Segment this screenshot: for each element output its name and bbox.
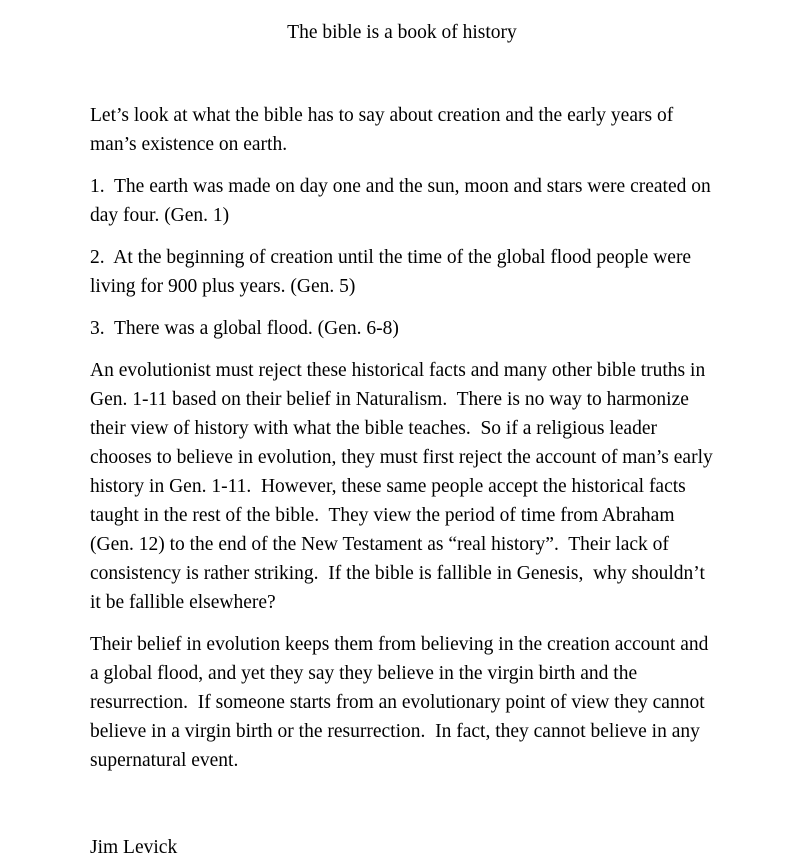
document-title: The bible is a book of history <box>287 22 517 43</box>
paragraph-point-2: 2. At the beginning of creation until the time of the global flood people were living for 900 plus years. (Gen. 5) <box>90 247 696 297</box>
paragraph-point-3: 3. There was a global flood. (Gen. 6-8) <box>90 318 399 339</box>
paragraph-belief: Their belief in evolution keeps them from believing in the creation account and a global flood, and yet they say they believe in the virgin birth and the resurrection. If someone starts from an evolutionary point of view they cannot believe in a virgin birth or the resurrection. In fact, they cannot believe in any supernatural event. <box>90 634 714 771</box>
paragraph-intro: Let’s look at what the bible has to say about creation and the early years of man’s existence on earth. <box>90 105 679 155</box>
paragraph-evolutionist: An evolutionist must reject these historical facts and many other bible truths in Gen. 1-11 based on their belief in Naturalism. There is no way to harmonize their view of history with what the bible teaches. So if a religious leader chooses to believe in evolution, they must first reject the account of man’s early history in Gen. 1-11. However, these same people accept the historical facts taught in the rest of the bible. They view the period of time from Abraham (Gen. 12) to the end of the New Testament as “real history”. Their lack of consistency is rather striking. If the bible is fallible in Genesis, why shouldn’t it be fallible elsewhere? <box>90 360 718 613</box>
signature: Jim Levick <box>90 837 178 858</box>
paragraph-point-1: 1. The earth was made on day one and the sun, moon and stars were created on day four. (Gen. 1) <box>90 176 716 226</box>
